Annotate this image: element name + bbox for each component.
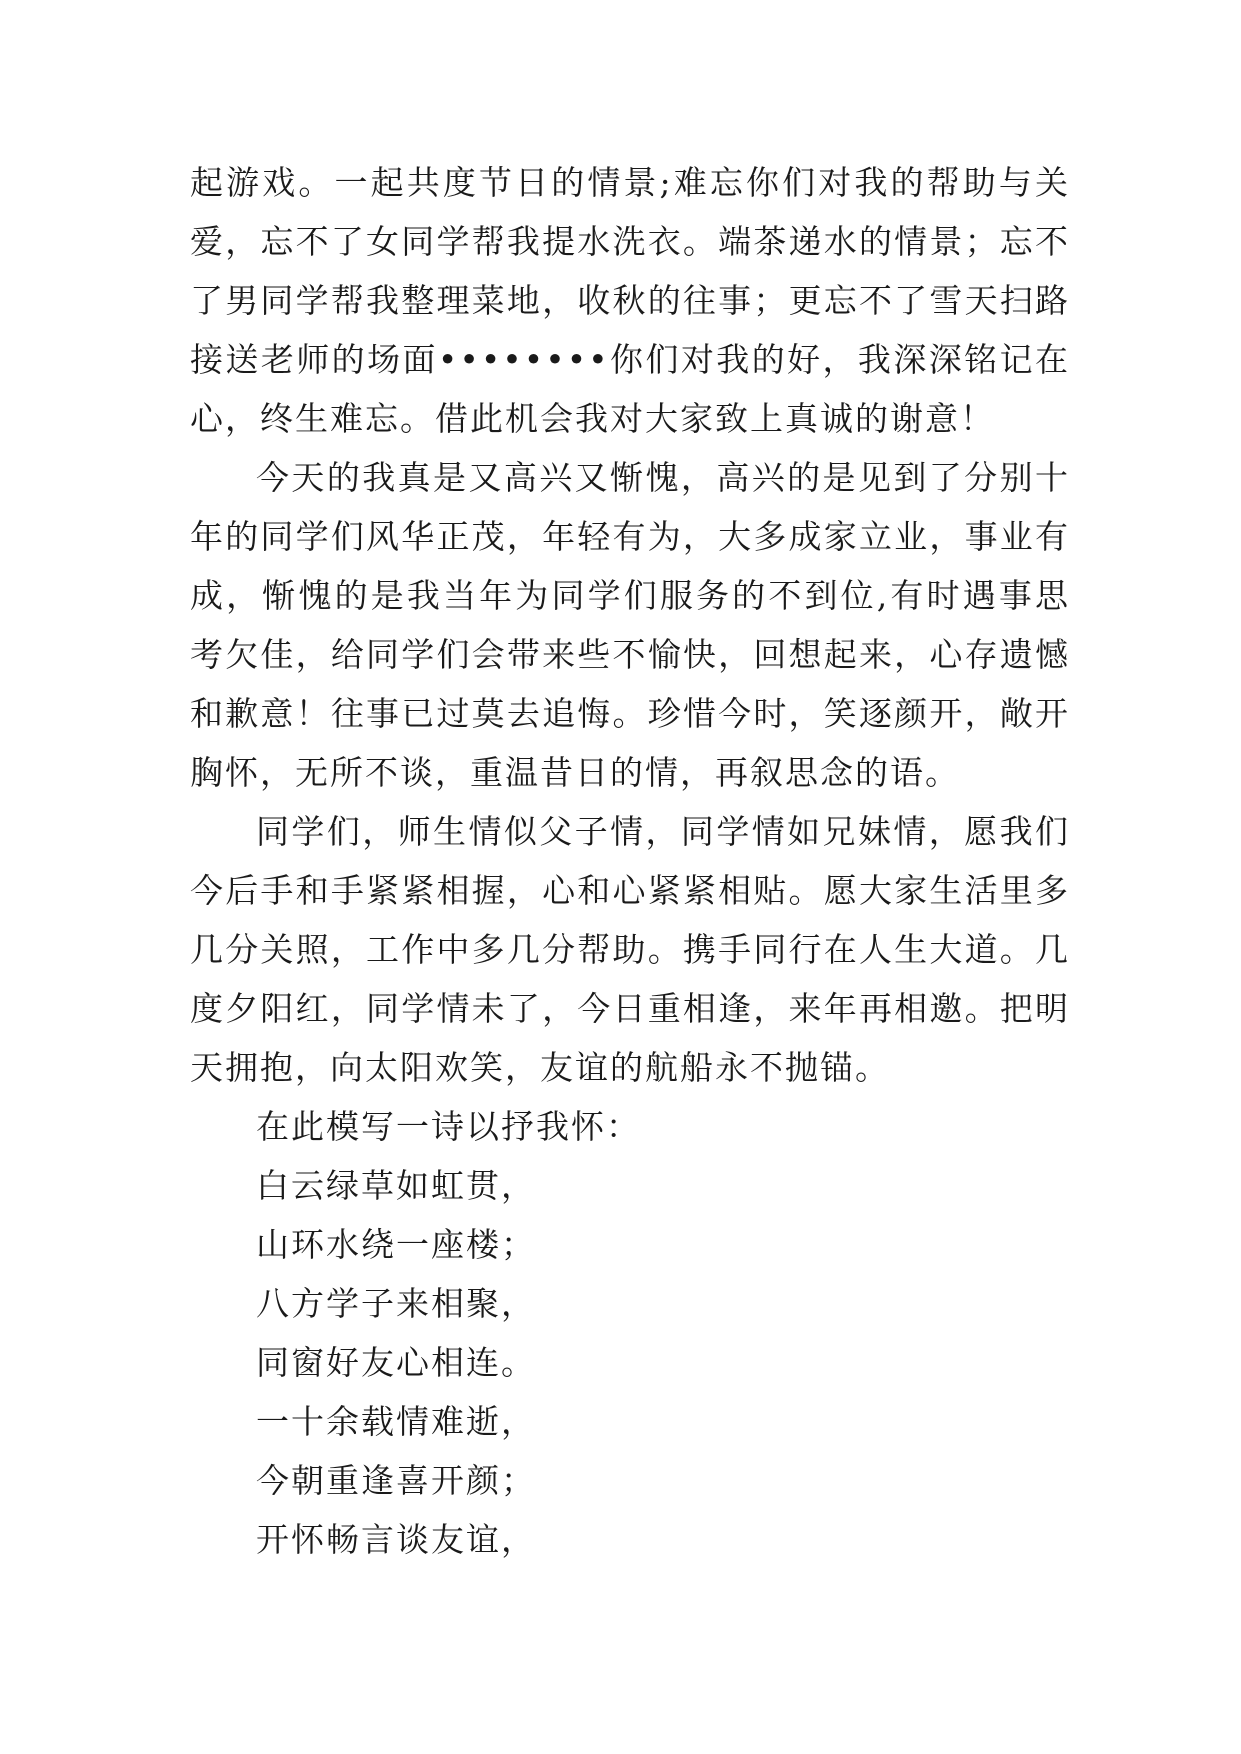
document-body <box>190 153 1070 1569</box>
paragraph-reunion-feelings: 今天的我真是又高兴又惭愧，高兴的是见到了分别十年的同学们风华正茂，年轻有为，大多成家立业，事业有成，惭愧的是我当年为同学们服务的不到位,有时遇事思考欠佳，给同学们会带来些不愉快，回想起来，心存遗憾和歉意！往事已过莫去追悔。珍惜今时，笑逐颜开，敞开胸怀，无所不谈，重温昔日的情，再叙思念的语。 <box>190 458 1070 792</box>
poem-line: 白云绿草如虹贯， <box>256 1166 536 1205</box>
poem-line: 山环水绕一座楼； <box>256 1225 536 1264</box>
poem-line: 同窗好友心相连。 <box>256 1343 536 1382</box>
poem-intro: 在此模写一诗以抒我怀： <box>256 1107 641 1146</box>
poem-line: 一十余载情难逝， <box>256 1402 536 1441</box>
poem-line: 今朝重逢喜开颜； <box>256 1461 536 1500</box>
paragraph-memories: 起游戏。一起共度节日的情景;难忘你们对我的帮助与关爱，忘不了女同学帮我提水洗衣。端茶递水的情景；忘不了男同学帮我整理菜地，收秋的往事；更忘不了雪天扫路接送老师的场面••••••••你们对我的好，我深深铭记在心，终生难忘。借此机会我对大家致上真诚的谢意！ <box>190 163 1070 438</box>
paragraph-wishes: 同学们，师生情似父子情，同学情如兄妹情，愿我们今后手和手紧紧相握，心和心紧紧相贴。愿大家生活里多几分关照，工作中多几分帮助。携手同行在人生大道。几度夕阳红，同学情未了，今日重相逢，来年再相邀。把明天拥抱，向太阳欢笑，友谊的航船永不抛锚。 <box>190 812 1070 1087</box>
poem-line: 八方学子来相聚， <box>256 1284 536 1323</box>
poem-line: 开怀畅言谈友谊， <box>256 1520 536 1559</box>
